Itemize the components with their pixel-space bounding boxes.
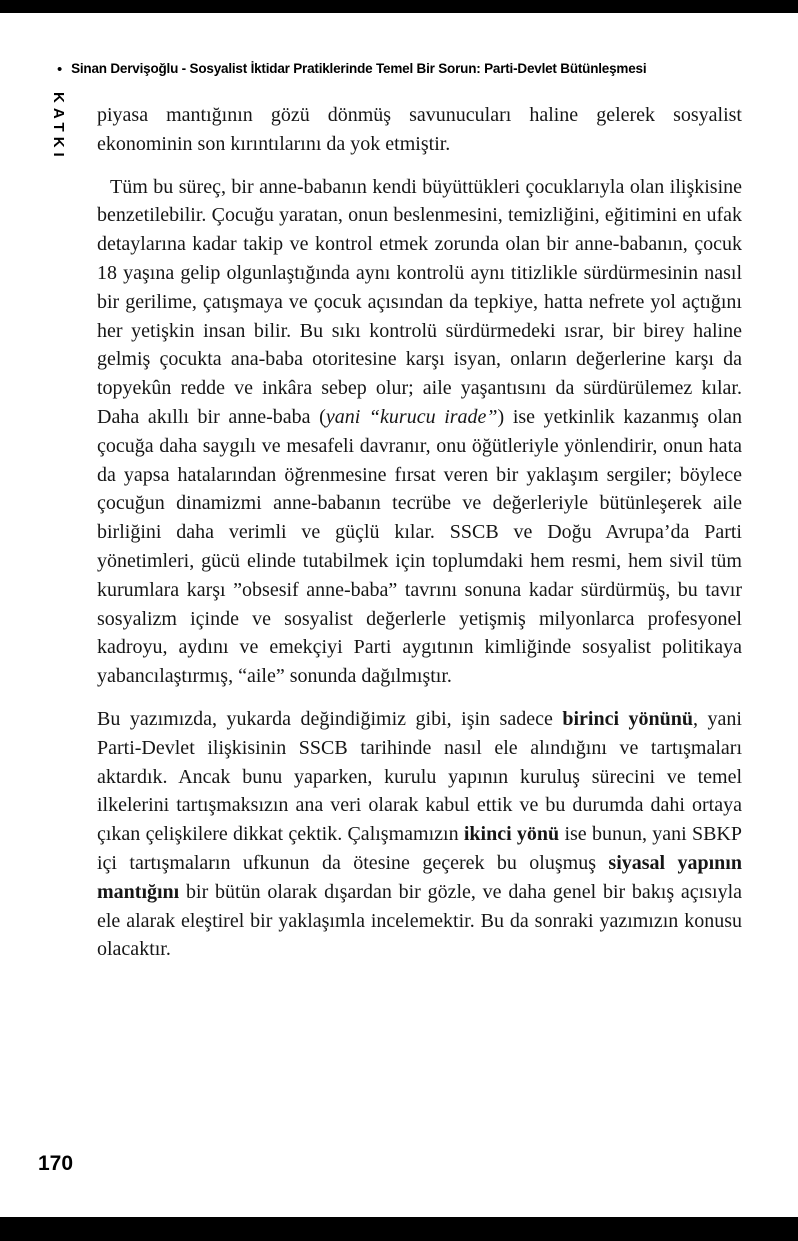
- header-author: Sinan Dervişoğlu -: [71, 61, 190, 76]
- paragraph: [97, 101, 742, 159]
- page-number: 170: [38, 1152, 74, 1175]
- paragraph: [97, 705, 742, 964]
- paragraph: [97, 173, 742, 691]
- bold-text-run: ikinci yönü: [463, 823, 560, 846]
- header-bullet-icon: •: [57, 61, 63, 78]
- text-run: bir bütün olarak dışardan bir gözle, ve daha genel bir bakış açısıyla ele alarak eleştirel bir yaklaşımla incelemektir. Bu da sonraki yazımızın konusu olacaktır.: [97, 880, 742, 961]
- bold-text-run: siyasal yapının mantığını: [97, 851, 742, 903]
- article-body: [97, 101, 742, 978]
- bold-text-run: birinci yönünü: [562, 707, 694, 730]
- text-run: ise bunun, yani SBKP içi tartışmaların ufkunun da ötesine geçerek bu oluşmuş: [97, 823, 742, 874]
- journal-name-vertical-label: KATKI: [50, 92, 67, 162]
- italic-text-run: yani “kurucu irade”: [325, 405, 498, 428]
- header-article-title: Sosyalist İktidar Pratiklerinde Temel Bir Sorun: Parti-Devlet Bütünleşmesi: [189, 61, 647, 76]
- top-black-bar: [0, 0, 798, 13]
- text-run: ) ise yetkinlik kazanmış olan çocuğa daha saygılı ve mesafeli davranır, onu öğütleriyle yönlendirir, onun hata da yapsa hatalarından öğrenmesine fırsat veren bir yaklaşım sergiler; böylece çocuğun dinamizmi anne-babanın tecrübe ve değerleriyle bütünleşerek aile birliğini daha verimli ve güçlü kılar. SSCB ve Doğu Avrupa’da Parti yönetimleri, gücü elinde tutabilmek için toplumdaki hem resmi, hem sivil tüm kurumlara karşı ”obsesif anne-baba” tavrını sonuna kadar sürdürmüş, bu tavır sosyalizm içinde ve sosyalist değerlerle yetişmiş milyonlarca profesyonel kadroyu, aydını ve emekçiyi Parti aygıtının kimliğinde sosyalist politikaya yabancılaştırmış, “aile” sonunda dağılmıştır.: [97, 405, 742, 688]
- running-header: [57, 60, 770, 79]
- text-run: Bu yazımızda, yukarda değindiğimiz gibi, işin sadece: [97, 707, 563, 730]
- text-run: Tüm bu süreç, bir anne-babanın kendi büyüttükleri çocuklarıyla olan ilişkisine benzetilebilir. Çocuğu yaratan, onun beslenmesini, temizliğini, eğitimini en ufak detaylarına kadar takip ve kontrol etmek zorunda olan bir anne-babanın, çocuk 18 yaşına gelip olgunlaştığında aynı kontrolü aynı titizlikle sürdürmesinin nasıl bir gerilime, çatışmaya ve çocuk açısından da tepkiye, hatta nefrete yol açtığını her yetişkin insan bilir. Bu sıkı kontrolü sürdürmedeki ısrar, bir birey haline gelmiş çocukta ana-baba otoritesine karşı isyan, onların değerlerine karşı da topyekûn redde ve inkâra sebep olur; aile yaşantısını da sürdürülemez kılar. Daha akıllı bir anne-baba (: [97, 175, 742, 428]
- bottom-black-bar: [0, 1217, 798, 1241]
- text-run: , yani Parti-Devlet ilişkisinin SSCB tarihinde nasıl ele alındığını ve tartışmaları aktardık. Ancak bunu yaparken, kurulu yapının kuruluş sürecini ve temel ilkelerini tartışmaksızın ana veri olarak kabul ettik ve bu durumda dahi ortaya çıkan çelişkilere dikkat çektik. Çalışmamızın: [97, 707, 742, 846]
- text-run: piyasa mantığının gözü dönmüş savunucuları haline gelerek sosyalist ekonominin son kırıntılarını da yok etmiştir.: [97, 104, 742, 155]
